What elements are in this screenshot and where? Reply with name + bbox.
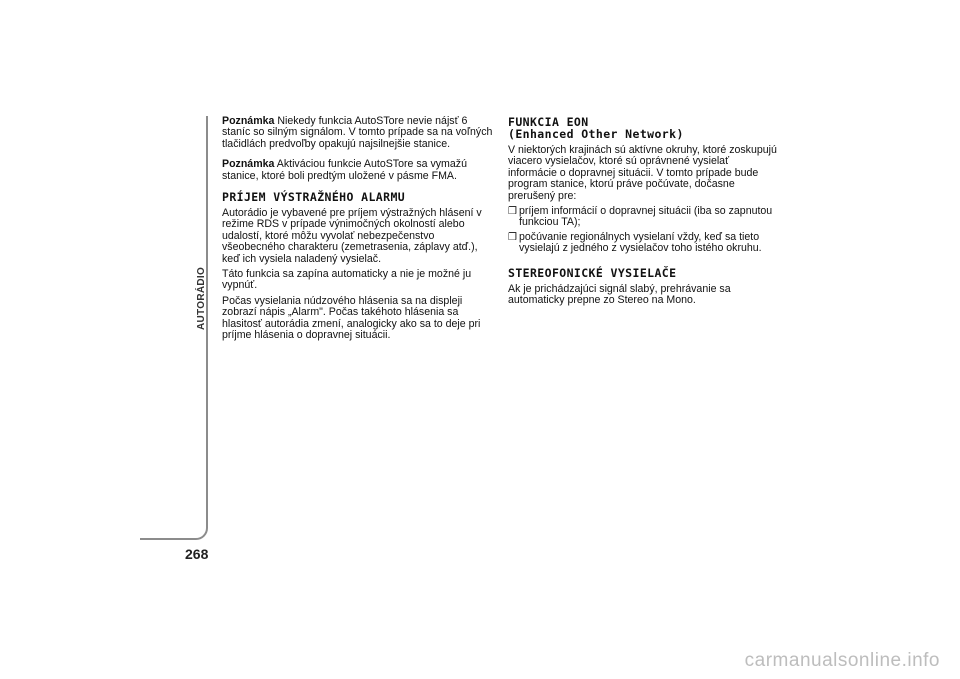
heading-stereo: STEREOFONICKÉ VYSIELAČE	[508, 265, 677, 280]
section-label: AUTORÁDIO	[196, 266, 207, 330]
heading-line: FUNKCIA EON	[508, 115, 589, 129]
right-column	[508, 116, 780, 315]
watermark: carmanualsonline.info	[744, 650, 940, 671]
paragraph: Autorádio je vybavené pre príjem výstražných hlásení v režime RDS v prípade výnimočných okolností alebo udalostí, ktoré môžu vyvolať nebezpečenstvo všeobecného charakteru (zemetrasenia, záplavy atď.), keď ich vysiela naladený vysielač.	[222, 207, 482, 265]
list-item-text: príjem informácií o dopravnej situácii (iba so zapnutou funkciou TA);	[519, 205, 773, 229]
paragraph: V niektorých krajinách sú aktívne okruhy, ktoré zoskupujú viacero vysielačov, ktoré sú oprávnené vysielať informácie o dopravnej situácii. V tomto prípade bude program stanice, ktorú práve počúvate, dočasne prerušený pre:	[508, 144, 777, 202]
list-item	[508, 232, 780, 255]
note-autostore-signal	[222, 116, 494, 150]
note-autostore-erase	[222, 159, 494, 182]
note-label: Poznámka	[222, 115, 275, 127]
heading-eon	[508, 116, 780, 140]
note-label: Poznámka	[222, 158, 275, 171]
heading-line: (Enhanced Other Network)	[508, 127, 684, 141]
paragraph: Táto funkcia sa zapína automaticky a nie je možné ju vypnúť.	[222, 268, 472, 292]
list-item-text: počúvanie regionálnych vysielaní vždy, keď sa tieto vysielajú z jedného z vysielačov toho istého okruhu.	[519, 230, 762, 255]
paragraph: Ak je prichádzajúci signál slabý, prehrávanie sa automaticky prepne zo Stereo na Mono.	[508, 282, 731, 307]
note-text: Niekedy funkcia AutoSTore nevie nájsť 6 staníc so silným signálom. V tomto prípade sa na voľných tlačidlách predvoľby opakujú najsilnejšie stanice.	[222, 115, 493, 150]
checkbox-bullet-icon: ❒	[508, 231, 517, 243]
paragraph: Počas vysielania núdzového hlásenia sa na displeji zobrazí nápis „Alarm". Počas takéhoto hlásenia sa hlasitosť autorádia zmení, analogicky ako sa to deje pri príjme hlásenia o dopravnej situácii.	[222, 294, 481, 342]
left-column	[222, 116, 494, 351]
note-text: Aktiváciou funkcie AutoSTore sa vymažú stanice, ktoré boli predtým uložené v pásme FMA.	[222, 158, 467, 182]
list-item	[508, 206, 780, 229]
checkbox-bullet-icon: ❒	[508, 206, 517, 218]
heading-alarm: PRÍJEM VÝSTRAŽNÉHO ALARMU	[222, 190, 406, 205]
page-number: 268	[185, 546, 209, 562]
